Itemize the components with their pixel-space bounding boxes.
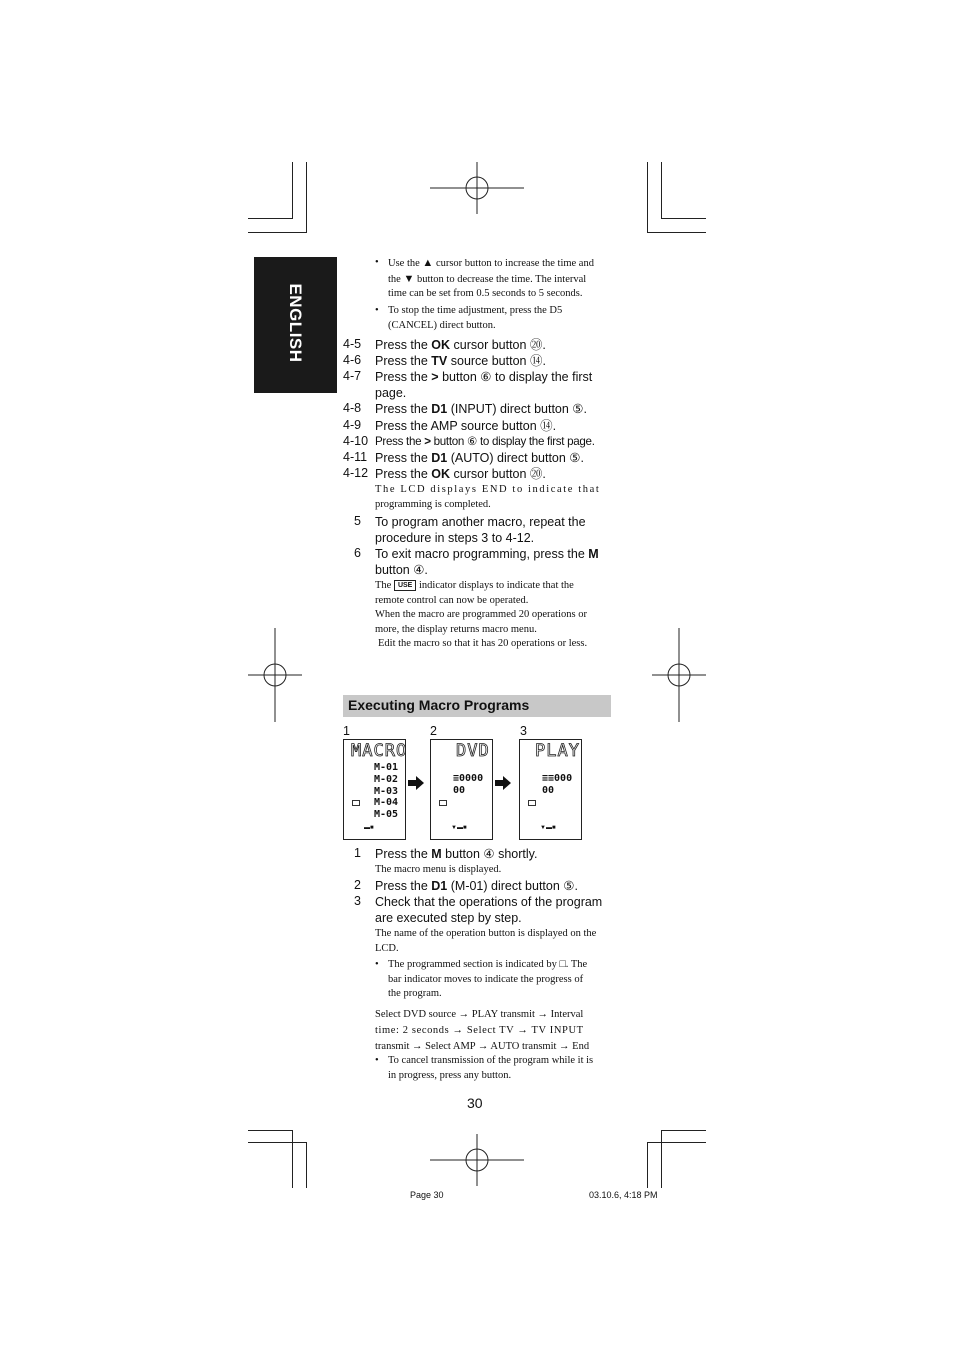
lcd-bar-indicator: ▼▬■	[451, 825, 467, 831]
exec-step-2-text: Press the D1 (M-01) direct button ⑤.	[375, 879, 578, 893]
lcd-display-play: PLAY ≡≡000 00 ▼▬■	[519, 739, 582, 840]
section-title: Executing Macro Programs	[348, 697, 530, 713]
lcd-indicator-icon	[352, 800, 360, 806]
step-number: 4-9	[343, 418, 362, 432]
figure-label-2: 2	[430, 724, 437, 738]
down-triangle-icon: ▼	[403, 272, 415, 285]
step-number: 4-5	[343, 337, 362, 351]
step-number: 4-12	[343, 466, 369, 480]
page-number: 30	[467, 1095, 483, 1111]
arrow-right-icon	[495, 776, 511, 790]
exec-step-3-note: The name of the operation button is displayed on the LCD.	[375, 928, 597, 954]
lcd-display-dvd: DVD ≡0000 00 ▼▬■	[430, 739, 493, 840]
step-text: Press the OK cursor button ⑳.	[375, 338, 546, 352]
step-number: 4-10	[343, 434, 369, 448]
lcd-indicator-icon	[439, 800, 447, 806]
figure-label-1: 1	[343, 724, 350, 738]
step-number: 4-11	[343, 450, 368, 464]
exec-step-3-number: 3	[354, 894, 361, 908]
lcd-end-note: The LCD displays END to indicate that programming is completed.	[375, 484, 601, 510]
exec-bullet-1: • The programmed section is indicated by □. The bar indicator moves to indicate the progress of the program.	[375, 959, 588, 999]
step-number: 4-6	[343, 353, 362, 367]
step-number: 4-7	[343, 369, 362, 383]
registration-mark-left	[248, 628, 302, 722]
note-bullet-1: • Use the ▲ cursor button to increase the time and the ▼ button to decrease the time. The interval time can be set from 0.5 seconds to 5 seconds.	[375, 257, 594, 299]
step-text: Press the OK cursor button ⑳.	[375, 467, 546, 481]
lcd-bar-indicator: ▬■	[364, 825, 374, 831]
step-5-text: To program another macro, repeat the procedure in steps 3 to 4-12.	[375, 515, 586, 545]
lcd-bar-indicator: ▼▬■	[540, 825, 556, 831]
figure-label-3: 3	[520, 724, 527, 738]
use-indicator-badge: USE	[394, 580, 416, 591]
step-6-text: To exit macro programming, press the M button ④.	[375, 547, 599, 577]
registration-mark-bottom	[430, 1134, 524, 1186]
step-number: 4-8	[343, 401, 362, 415]
exec-step-1-text: Press the M button ④ shortly.	[375, 847, 538, 861]
exec-step-3-text: Check that the operations of the program are executed step by step.	[375, 895, 603, 925]
lcd-display-macro: MACRO M-01 M-02 M-03 M-04 M-05 ▬■	[343, 739, 406, 840]
note-bullet-2: • To stop the time adjustment, press the D5 (CANCEL) direct button.	[375, 305, 563, 331]
language-tab-label: ENGLISH	[286, 283, 305, 363]
registration-mark-top	[430, 162, 524, 214]
exec-step-1-note: The macro menu is displayed.	[375, 864, 502, 875]
step-text: page.	[375, 386, 407, 400]
up-triangle-icon: ▲	[422, 257, 434, 269]
lcd-indicator-icon	[528, 800, 536, 806]
step-text: Press the TV source button ⑭.	[375, 354, 546, 368]
exec-bullet-2: • To cancel transmission of the program while it is in progress, press any button.	[375, 1055, 594, 1081]
arrow-right-icon	[408, 776, 424, 790]
language-tab	[254, 257, 337, 393]
step-text: Press the AMP source button ⑭.	[375, 419, 557, 433]
exec-step-2-number: 2	[354, 878, 361, 892]
footer-left: Page 30	[410, 1190, 444, 1200]
step-text: Press the D1 (AUTO) direct button ⑤.	[375, 451, 584, 465]
footer-right: 03.10.6, 4:18 PM	[589, 1190, 658, 1200]
step-text: Press the D1 (INPUT) direct button ⑤.	[375, 402, 587, 416]
exec-sequence: Select DVD source → PLAY transmit → Interval time: 2 seconds → Select TV → TV INPUT transmit → Select AMP → AUTO transmit → End	[375, 1009, 590, 1052]
step-text: Press the > button ⑥ to display the first	[375, 370, 593, 384]
step-6-number: 6	[354, 546, 361, 560]
use-note: The USE indicator displays to indicate that the remote control can now be operated. When the macro are programmed 20 operations or more, the display returns macro menu. Edit the macro so that it has 20 operations or less.	[375, 580, 588, 649]
registration-mark-right	[652, 628, 706, 722]
step-text: Press the > button ⑥ to display the first page.	[375, 435, 595, 448]
exec-step-1-number: 1	[354, 846, 361, 860]
section-header	[343, 695, 611, 717]
step-5-number: 5	[354, 514, 361, 528]
